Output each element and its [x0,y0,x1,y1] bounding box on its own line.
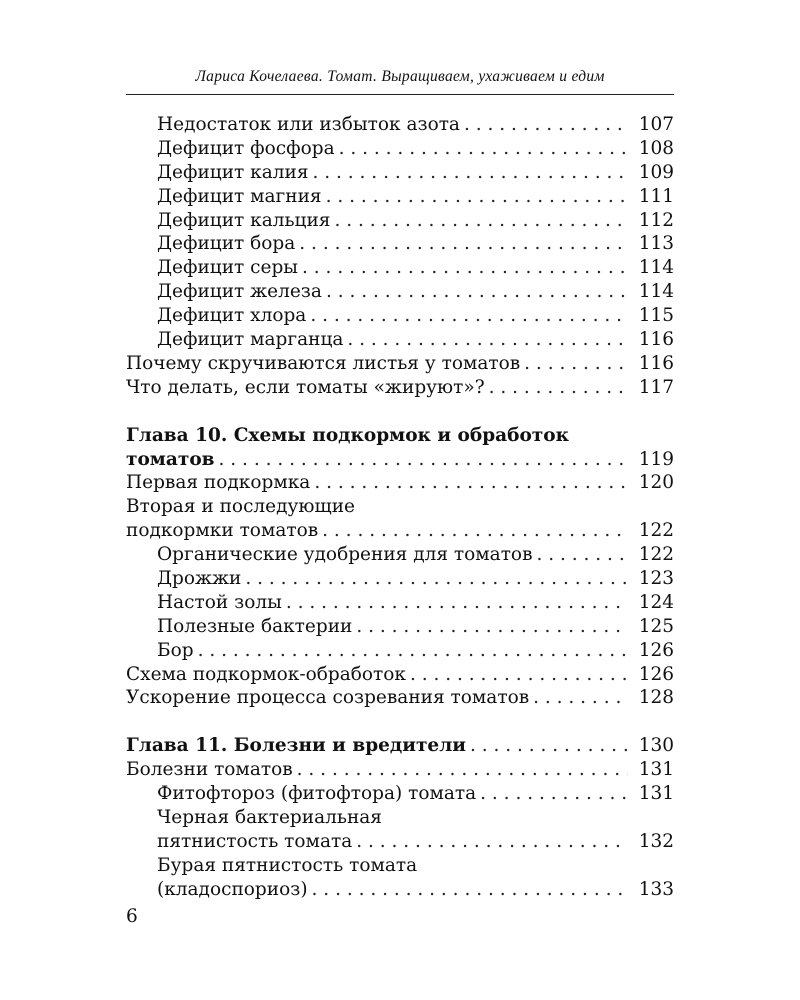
toc-entry[interactable] [126,686,674,710]
dot-leader [312,878,628,902]
dot-leader [489,376,628,400]
toc-entry-page: 126 [638,663,674,685]
toc-entry-second-feeding[interactable] [126,519,674,543]
dot-leader [326,280,628,304]
toc-entry-page: 116 [638,329,674,351]
dot-leader [310,304,628,328]
toc-entry[interactable] [126,280,674,304]
dot-leader [536,543,628,567]
toc-chapter-10[interactable] [126,448,674,472]
toc-entry-brown-spot[interactable] [126,878,674,902]
toc-entry-title: Черная бактериальная [157,807,382,829]
dot-leader [314,471,628,495]
toc-block-diseases [126,758,674,806]
toc-entry[interactable] [126,185,674,209]
toc-entry-bacterial-spot-line1[interactable] [126,806,674,830]
running-header: Лариса Кочелаева. Томат. Выращиваем, ухаживаем и едим [195,68,605,85]
toc-entry[interactable] [126,782,674,806]
toc-entry-page: 125 [638,615,674,637]
section-gap [126,400,674,424]
toc-entry-page: 124 [638,591,674,613]
toc-entry[interactable] [126,328,674,352]
dot-leader [286,591,628,615]
toc-entry-page: 119 [638,448,674,470]
dot-leader [480,782,628,806]
toc-entry-page: 115 [638,305,674,327]
toc-entry-title: Полезные бактерии [157,615,353,637]
toc-entry[interactable] [126,543,674,567]
toc-entry-page: 114 [638,257,674,279]
toc-block-first-feeding [126,471,674,495]
toc-entry[interactable] [126,615,674,639]
dot-leader [356,830,628,854]
toc-entry-title: Бор [157,639,194,661]
toc-entry-title: Дефицит кальция [157,209,331,231]
toc-entry-title: (кладоспориоз) [157,878,308,900]
dot-leader [313,161,629,185]
page-number: 6 [126,906,138,927]
toc-entry[interactable] [126,567,674,591]
toc-entry[interactable] [126,591,674,615]
toc-entry-title: Почему скручиваются листья у томатов [126,352,521,374]
toc-entry-page: 130 [638,735,674,757]
table-of-contents [126,113,674,902]
dot-leader [302,256,628,280]
toc-entry-page: 131 [638,759,674,781]
toc-entry-title: Вторая и последующие [126,496,355,518]
toc-entry-title: Органические удобрения для томатов [157,544,533,566]
header-rule [126,94,674,95]
dot-leader [334,209,628,233]
toc-entry-title: Что делать, если томаты «жируют»? [126,376,485,398]
toc-entry-page: 122 [638,544,674,566]
toc-entry-title: Дефицит калия [157,161,309,183]
toc-entry-page: 123 [638,568,674,590]
toc-entry-title: Дефицит магния [157,185,322,207]
toc-entry-title: Глава 11. Болезни и вредители [126,735,466,757]
dot-leader [322,519,628,543]
dot-leader [339,137,628,161]
toc-entry-second-feeding-line1[interactable] [126,495,674,519]
toc-entry-title: Дефицит бора [157,233,296,255]
dot-leader [347,328,628,352]
toc-entry-page: 107 [638,114,674,135]
toc-entry[interactable] [126,639,674,663]
toc-entry[interactable] [126,113,674,137]
toc-entry-page: 133 [638,878,674,900]
toc-entry-title: Фитофтороз (фитофтора) томата [157,783,477,805]
toc-entry-title: Болезни томатов [126,759,293,781]
toc-entry-title: Схема подкормок-обработок [126,663,406,685]
toc-chapter-10-line1: Глава 10. Схемы подкормок и обработок [126,424,569,446]
toc-block-feeding-types [126,543,674,710]
toc-entry-title: Дефицит железа [157,281,322,303]
dot-leader [524,352,628,376]
dot-leader [356,615,628,639]
toc-entry-title: подкормки томатов [126,520,319,542]
toc-entry-page: 131 [638,783,674,805]
toc-entry[interactable] [126,758,674,782]
toc-entry-page: 117 [638,376,674,398]
toc-chapter-11[interactable] [126,734,674,758]
toc-entry-title: Дефицит фосфора [157,137,335,159]
toc-entry[interactable] [126,663,674,687]
toc-entry-page: 111 [638,185,674,207]
toc-block-nutrients [126,113,674,400]
toc-entry-page: 113 [638,233,674,255]
toc-entry-title: Ускорение процесса созревания томатов [126,687,530,709]
toc-chapter-10-title[interactable] [126,424,674,448]
section-gap [126,710,674,734]
toc-entry[interactable] [126,376,674,400]
toc-entry-page: 132 [638,830,674,852]
dot-leader [245,567,628,591]
toc-entry-bacterial-spot[interactable] [126,830,674,854]
toc-entry-page: 112 [638,209,674,231]
toc-entry-title: Настой золы [157,591,282,613]
toc-entry-title: пятнистость томата [157,830,353,852]
toc-entry-page: 109 [638,161,674,183]
toc-entry-page: 122 [638,520,674,542]
dot-leader [464,113,628,137]
toc-entry[interactable] [126,137,674,161]
toc-entry[interactable] [126,161,674,185]
toc-entry-page: 120 [638,472,674,494]
toc-entry-title: Дефицит хлора [157,305,307,327]
toc-entry[interactable] [126,471,674,495]
dot-leader [219,448,628,472]
toc-entry-title: томатов [126,448,215,470]
toc-entry-brown-spot-line1[interactable] [126,854,674,878]
toc-entry-page: 114 [638,281,674,303]
dot-leader [533,686,628,710]
toc-entry-title: Первая подкормка [126,472,311,494]
toc-entry-title: Дефицит марганца [157,329,344,351]
toc-entry-page: 108 [638,137,674,159]
toc-entry[interactable] [126,256,674,280]
dot-leader [299,232,628,256]
toc-entry[interactable] [126,209,674,233]
dot-leader [326,185,628,209]
toc-entry-title: Дефицит серы [157,257,299,279]
toc-entry-title: Недостаток или избыток азота [157,114,460,135]
toc-entry[interactable] [126,232,674,256]
toc-entry[interactable] [126,352,674,376]
toc-entry-title: Дрожжи [157,568,242,590]
dot-leader [470,734,628,758]
toc-entry-page: 128 [638,687,674,709]
toc-entry-page: 126 [638,639,674,661]
dot-leader [410,663,628,687]
toc-entry-page: 116 [638,352,674,374]
toc-entry-title: Бурая пятнистость томата [157,854,418,876]
dot-leader [198,639,628,663]
toc-entry[interactable] [126,304,674,328]
dot-leader [297,758,628,782]
